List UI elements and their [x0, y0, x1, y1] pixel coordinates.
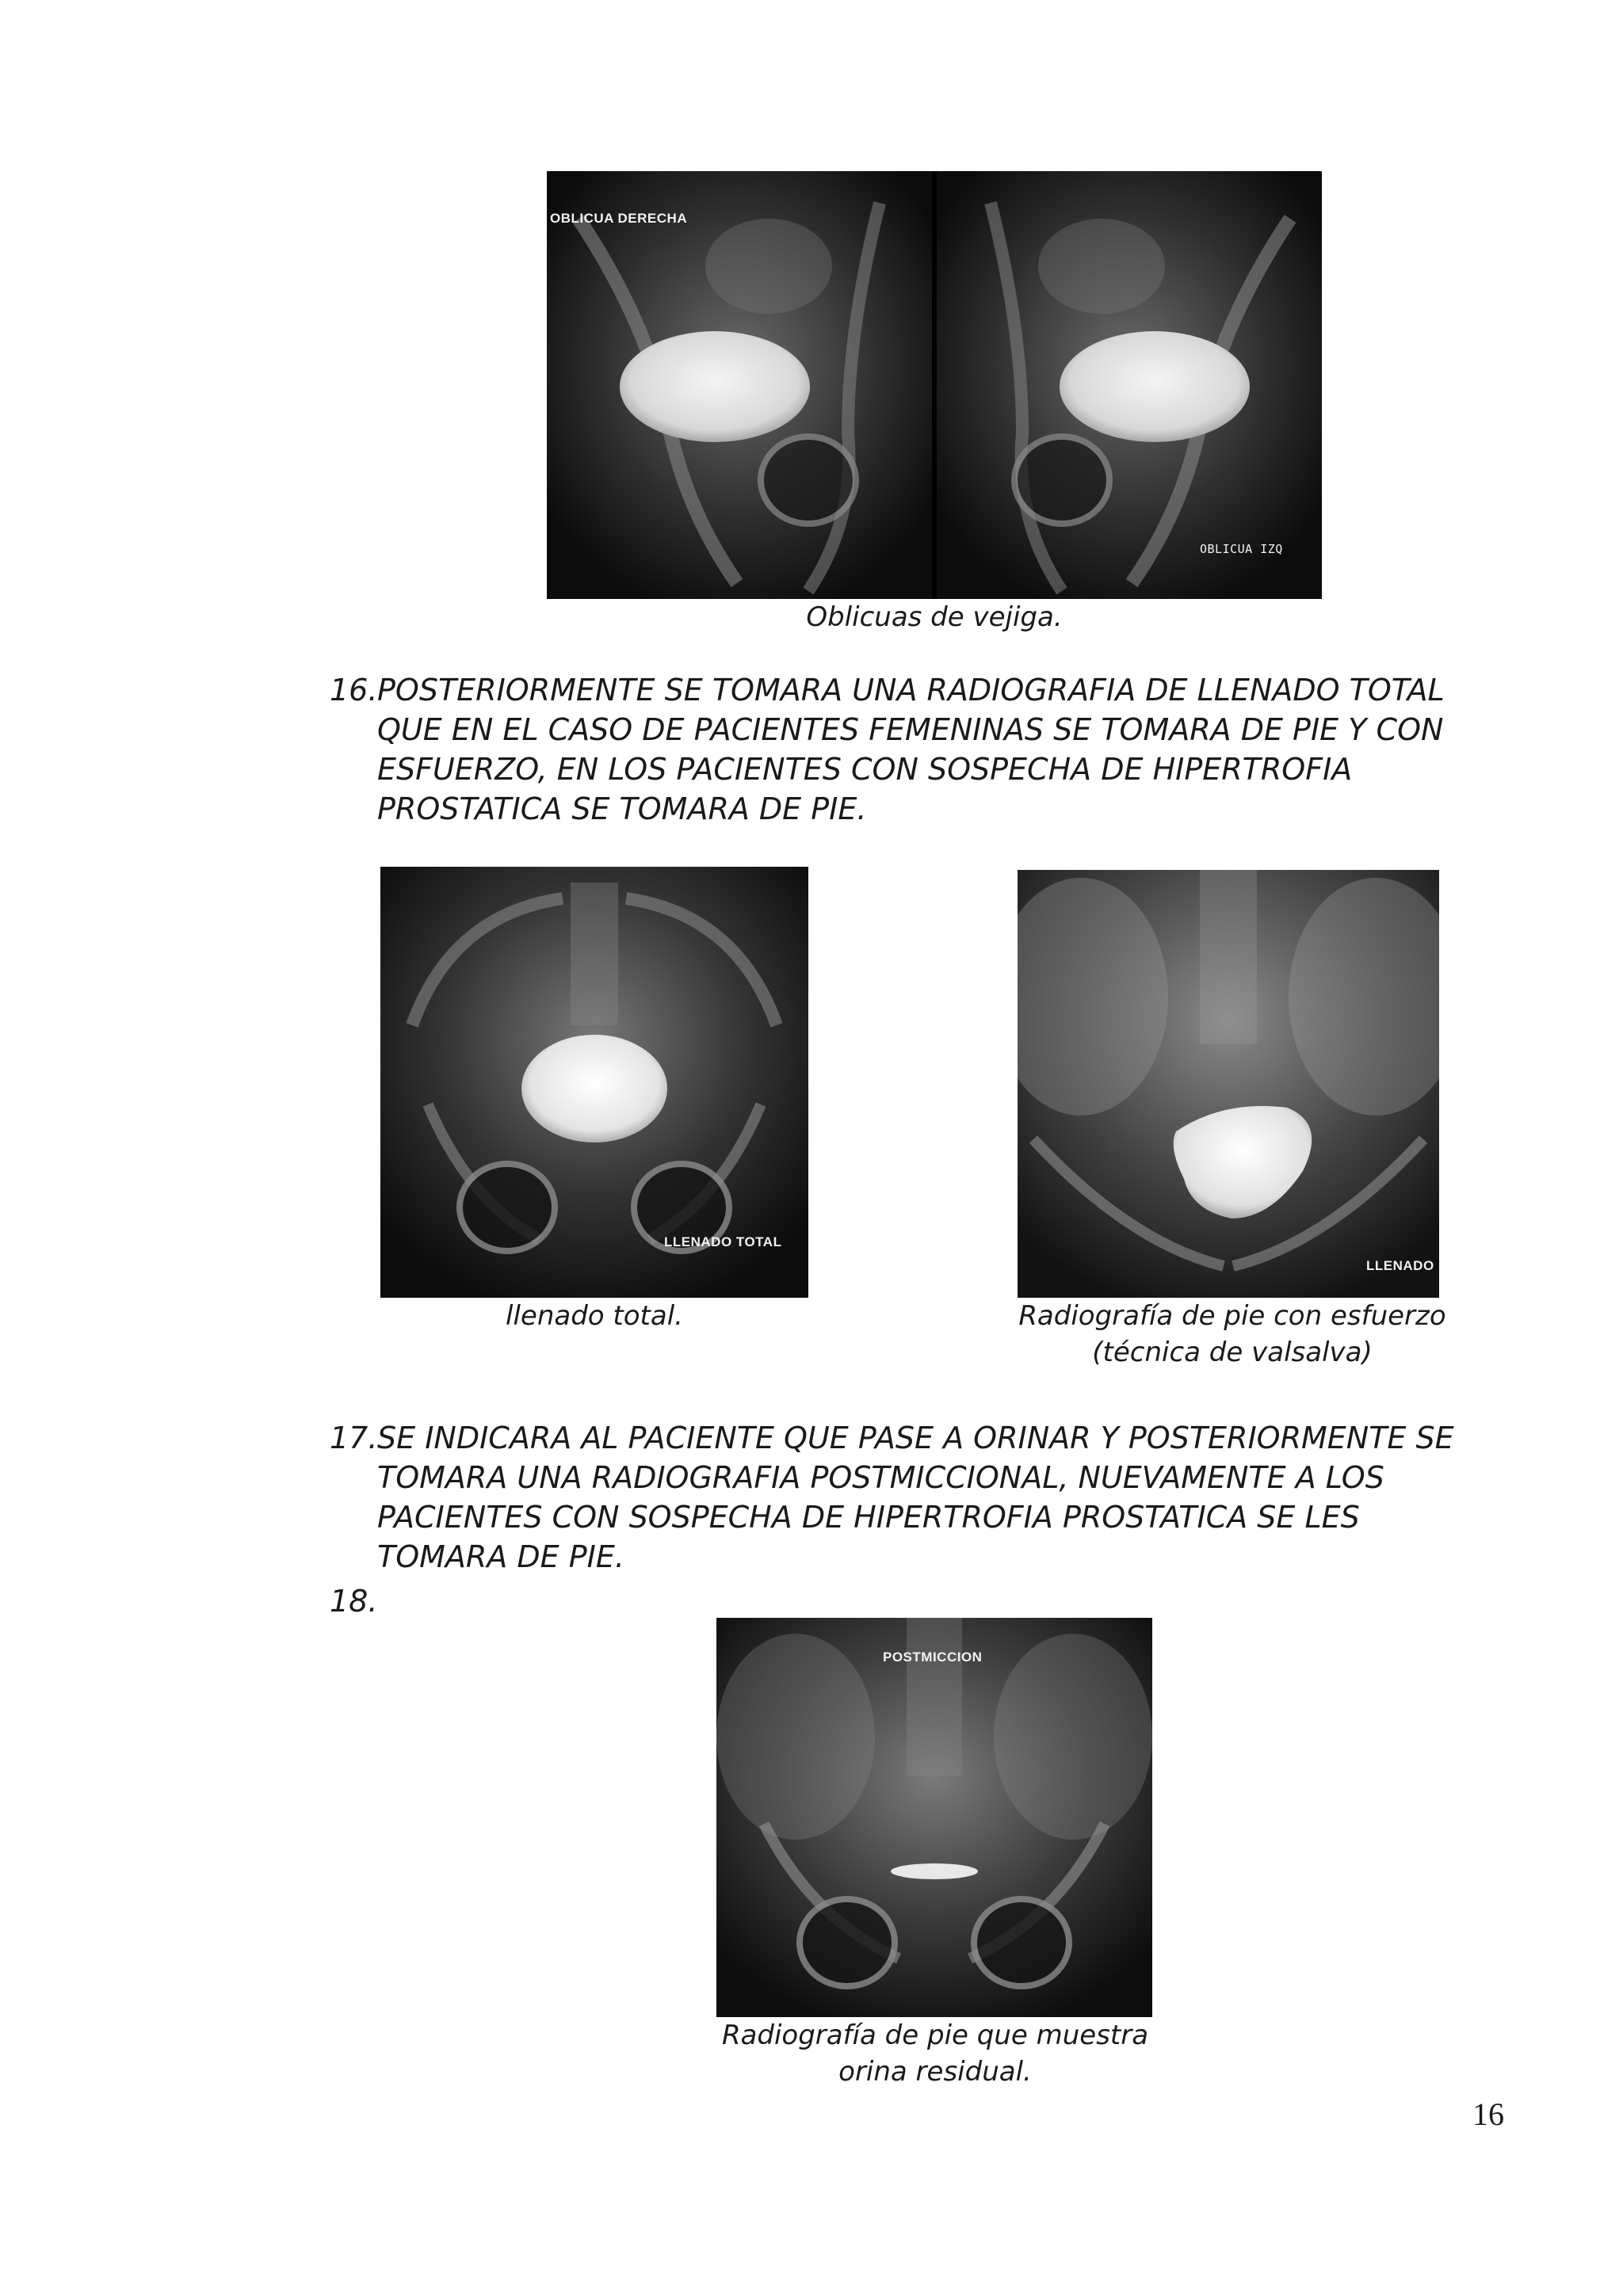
list-item-16: [330, 670, 1498, 837]
list-item-text: [377, 670, 1498, 829]
list-item-line: PROSTATICA SE TOMARA DE PIE.: [377, 791, 867, 826]
postmiccion-caption-line: orina residual.: [838, 2056, 1032, 2088]
full-fill-label: LLENADO TOTAL: [664, 1234, 782, 1249]
full-fill-caption: llenado total.: [506, 1300, 683, 1332]
postmiccion-label: POSTMICCION: [883, 1650, 983, 1665]
list-item-text: [377, 1418, 1498, 1577]
standing-caption-line: (técnica de valsalva): [1092, 1337, 1373, 1368]
list-item-line: TOMARA DE PIE.: [377, 1539, 624, 1574]
list-item-line: ESFUERZO, EN LOS PACIENTES CON SOSPECHA DE HIPERTROFIA: [377, 752, 1353, 787]
full-fill-xray-image: [380, 867, 808, 1298]
postmiccion-caption-line: Radiografía de pie que muestra: [721, 2019, 1149, 2051]
oblique-right-label: OBLICUA IZQ: [1200, 542, 1283, 556]
standing-label: LLENADO: [1366, 1258, 1434, 1273]
page-number: 16: [1472, 2096, 1504, 2132]
full-fill-xray-drawing: [380, 867, 808, 1298]
postmiccion-caption: [682, 2017, 1189, 2090]
list-item-line: TOMARA UNA RADIOGRAFIA POSTMICCIONAL, NUEVAMENTE A LOS: [377, 1460, 1384, 1495]
standing-caption: [975, 1298, 1490, 1371]
list-item-17: [330, 1418, 1498, 1585]
standing-xray-image: [1018, 870, 1439, 1298]
list-item-line: PACIENTES CON SOSPECHA DE HIPERTROFIA PROSTATICA SE LES: [377, 1500, 1360, 1535]
list-item-number: 18.: [330, 1584, 378, 1619]
oblique-xray-drawing: [547, 171, 1322, 599]
list-item-line: POSTERIORMENTE SE TOMARA UNA RADIOGRAFIA DE LLENADO TOTAL: [377, 673, 1445, 707]
standing-xray-drawing: [1018, 870, 1439, 1298]
oblique-xray-image: [547, 171, 1322, 599]
list-item-line: SE INDICARA AL PACIENTE QUE PASE A ORINAR Y POSTERIORMENTE SE: [377, 1421, 1454, 1455]
oblique-caption: Oblicuas de vejiga.: [806, 601, 1063, 633]
list-item-number: 17.: [330, 1421, 378, 1455]
list-item-number: 16.: [330, 673, 378, 707]
oblique-left-label: OBLICUA DERECHA: [550, 211, 688, 226]
postmiccion-xray-drawing: [716, 1618, 1152, 2017]
standing-caption-line: Radiografía de pie con esfuerzo: [1018, 1300, 1446, 1332]
list-item-line: QUE EN EL CASO DE PACIENTES FEMENINAS SE TOMARA DE PIE Y CON: [377, 712, 1444, 747]
postmiccion-xray-image: [716, 1618, 1152, 2017]
